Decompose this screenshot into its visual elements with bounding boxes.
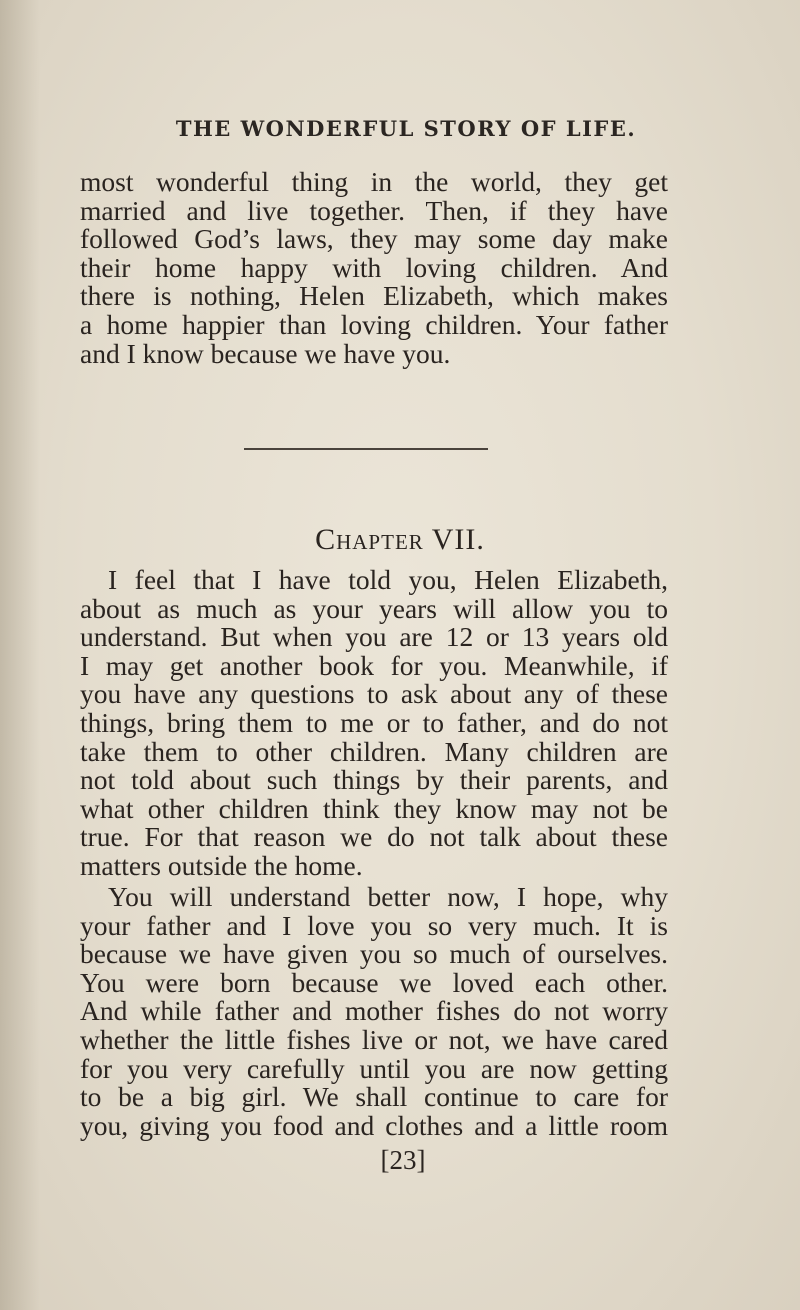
text-line: whether the little fishes live or not, we have cared [80, 1023, 668, 1055]
paragraph-2 [80, 566, 668, 881]
text-line: what other children think they know may not be [80, 792, 668, 824]
text-line: there is nothing, Helen Elizabeth, which makes [80, 280, 668, 312]
text-line: And while father and mother fishes do not worry [80, 995, 668, 1027]
text-line: most wonderful thing in the world, they get [80, 166, 668, 197]
text-line: You were born because we loved each other. [80, 966, 668, 998]
chapter-heading [0, 523, 800, 557]
text-line: You will understand better now, I hope, why [108, 881, 668, 912]
text-line: matters outside the home. [80, 849, 363, 881]
chapter-heading-text: Chapter VII. [315, 523, 485, 556]
text-line: you, giving you food and clothes and a little room [80, 1109, 668, 1141]
text-line: about as much as your years will allow you to [80, 592, 668, 624]
text-line: understand. But when you are 12 or 13 years old [80, 621, 668, 653]
text-line: you have any questions to ask about any of these [80, 678, 668, 710]
text-line: true. For that reason we do not talk about these [80, 821, 668, 853]
section-divider [244, 448, 488, 450]
text-line: take them to other children. Many children are [80, 735, 668, 767]
spine-shadow [0, 0, 40, 1310]
text-line: their home happy with loving children. And [80, 251, 668, 283]
running-head: THE WONDERFUL STORY OF LIFE. [175, 116, 637, 141]
text-line: a home happier than loving children. Your father [80, 308, 668, 340]
text-line: not told about such things by their parents, and [80, 764, 668, 796]
text-line: I feel that I have told you, Helen Elizabeth, [108, 564, 668, 595]
paragraph-3 [80, 883, 668, 1140]
text-line: I may get another book for you. Meanwhile, if [80, 649, 668, 681]
text-line: followed God’s laws, they may some day make [80, 223, 668, 255]
text-line: things, bring them to me or to father, and do not [80, 706, 668, 738]
paragraph-1 [80, 168, 668, 368]
text-line: and I know because we have you. [80, 337, 451, 369]
text-line: married and live together. Then, if they have [80, 194, 668, 226]
text-line: your father and I love you so very much. It is [80, 909, 668, 941]
text-line: to be a big girl. We shall continue to care for [80, 1081, 668, 1113]
text-line: for you very carefully until you are now getting [80, 1052, 668, 1084]
text-line: because we have given you so much of ourselves. [80, 938, 668, 970]
page-number: [23] [380, 1145, 426, 1175]
